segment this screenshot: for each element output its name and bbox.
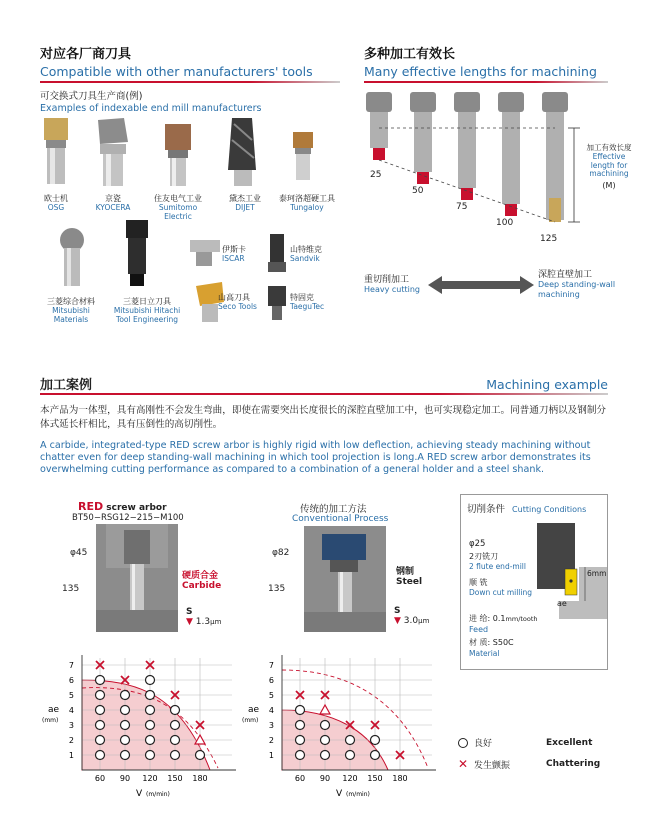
dijet-en: DIJET bbox=[235, 203, 255, 212]
sumitomo-en: Sumitomo Electric bbox=[158, 203, 198, 221]
excellent-point bbox=[146, 751, 155, 760]
x-tick-label: 180 bbox=[192, 774, 208, 783]
x-axis-unit: (m/min) bbox=[146, 791, 170, 798]
cond-mill-cn: 顺 铣 bbox=[469, 578, 488, 587]
osg-caption bbox=[36, 193, 76, 213]
cond-dia: φ25 bbox=[469, 539, 486, 549]
cond-feed-en: Feed bbox=[469, 625, 489, 634]
red-arbor-model: BT50−RSG12−215−M100 bbox=[72, 513, 184, 523]
right-title-cn: 多种加工有效长 bbox=[364, 47, 456, 62]
cond-mat bbox=[469, 637, 514, 648]
conv-title-cn: 传统的加工方法 bbox=[300, 504, 367, 515]
excellent-point bbox=[371, 751, 380, 760]
excellent-point bbox=[196, 751, 205, 760]
excellent-point bbox=[296, 721, 305, 730]
y-tick-label: 2 bbox=[268, 736, 274, 745]
excellent-point bbox=[346, 751, 355, 760]
tungaloy-tool-image bbox=[293, 132, 313, 180]
y-tick-label: 7 bbox=[268, 661, 274, 670]
conv-material bbox=[396, 564, 422, 587]
conv-deflection bbox=[394, 606, 429, 626]
legend-excellent bbox=[458, 736, 600, 749]
red-s: S bbox=[186, 607, 193, 617]
effective-unit: (M) bbox=[602, 180, 616, 190]
kyocera-cn: 京瓷 bbox=[105, 194, 121, 203]
excellent-point bbox=[96, 676, 105, 685]
mitsubishi-hitachi-cn: 三菱日立刀具 bbox=[123, 297, 171, 306]
red-arbor-title bbox=[78, 500, 167, 513]
x-axis-label: V bbox=[136, 789, 143, 799]
excellent-point bbox=[121, 736, 130, 745]
arbor-25 bbox=[366, 92, 392, 160]
cond-mat-val: S50C bbox=[492, 638, 514, 647]
red-deflection bbox=[186, 607, 221, 627]
x-tick-label: 120 bbox=[142, 774, 158, 783]
effective-en: Effective length for machining bbox=[589, 152, 629, 178]
left-title-rule bbox=[40, 81, 340, 83]
x-axis-unit: (m/min) bbox=[346, 791, 370, 798]
iscar-tool-image bbox=[190, 240, 220, 266]
excellent-point bbox=[171, 736, 180, 745]
cond-title-en: Cutting Conditions bbox=[512, 505, 587, 514]
deep-en: Deep standing-wall machining bbox=[538, 280, 616, 299]
y-tick-label: 6 bbox=[68, 676, 74, 685]
excellent-point bbox=[146, 676, 155, 685]
iscar-caption bbox=[222, 244, 262, 264]
excellent-point bbox=[146, 736, 155, 745]
cond-tool-en: 2 flute end-mill bbox=[469, 562, 526, 571]
y-tick-label: 6 bbox=[268, 676, 274, 685]
heavy-en: Heavy cutting bbox=[364, 285, 420, 294]
taegutec-en: TaeguTec bbox=[290, 302, 325, 311]
effective-length-label bbox=[580, 142, 638, 190]
length-50: 50 bbox=[412, 186, 424, 196]
legend-chatter bbox=[458, 757, 600, 771]
red-defl: 1.3 bbox=[195, 617, 211, 627]
x-tick-label: 90 bbox=[319, 774, 331, 783]
mitsubishi-materials-en: Mitsubishi Materials bbox=[52, 306, 90, 324]
iscar-en: ISCAR bbox=[222, 254, 245, 263]
red-label: RED bbox=[78, 500, 104, 513]
conventional-chart bbox=[240, 640, 440, 800]
tungaloy-en: Tungaloy bbox=[290, 203, 324, 212]
cond-tool-cn: 2刃铣刀 bbox=[469, 552, 499, 561]
heavy-cn: 重切削加工 bbox=[364, 275, 410, 285]
cond-title bbox=[467, 501, 586, 515]
deep-cn: 深腔直壁加工 bbox=[538, 270, 593, 280]
excellent-point bbox=[146, 721, 155, 730]
deep-wall-label bbox=[538, 267, 616, 299]
y-tick-label: 5 bbox=[268, 691, 274, 700]
effective-cn: 加工有效长度 bbox=[586, 143, 632, 152]
seco-cn: 山高刀具 bbox=[218, 293, 250, 302]
cond-feed-val: 0.1 bbox=[492, 614, 506, 623]
cross-icon: ✕ bbox=[458, 757, 469, 771]
kyocera-en: KYOCERA bbox=[95, 203, 131, 212]
excellent-point bbox=[296, 736, 305, 745]
excellent-point bbox=[96, 721, 105, 730]
red-arbor-label: screw arbor bbox=[106, 503, 167, 513]
left-title-en: Compatible with other manufacturers' tools bbox=[40, 64, 313, 79]
cond-feed bbox=[469, 613, 538, 624]
y-tick-label: 3 bbox=[68, 721, 74, 730]
x-tick-label: 90 bbox=[119, 774, 131, 783]
example-title-cn: 加工案例 bbox=[40, 378, 93, 393]
length-75: 75 bbox=[456, 202, 468, 212]
excellent-point bbox=[171, 706, 180, 715]
excellent-point bbox=[121, 706, 130, 715]
y-tick-label: 4 bbox=[68, 706, 74, 715]
excellent-point bbox=[171, 751, 180, 760]
down-arrow-icon: ▼ bbox=[394, 616, 401, 626]
example-title-en: Machining example bbox=[486, 377, 608, 392]
y-axis-unit: (mm) bbox=[42, 717, 59, 724]
red-arbor-chart bbox=[40, 640, 240, 800]
red-mat-en: Carbide bbox=[182, 581, 222, 591]
y-tick-label: 1 bbox=[268, 751, 274, 760]
x-tick-label: 150 bbox=[367, 774, 383, 783]
excellent-point bbox=[321, 751, 330, 760]
right-title-en: Many effective lengths for machining bbox=[364, 64, 597, 79]
sandvik-tool-image bbox=[268, 234, 286, 272]
legend-excellent-cn: 良好 bbox=[474, 739, 493, 749]
x-tick-label: 60 bbox=[294, 774, 306, 783]
excellent-point bbox=[121, 721, 130, 730]
sumitomo-tool-image bbox=[165, 124, 191, 186]
excellent-point bbox=[96, 751, 105, 760]
x-tick-label: 180 bbox=[392, 774, 408, 783]
legend bbox=[458, 736, 600, 771]
excellent-point bbox=[121, 691, 130, 700]
left-sub-cn: 可交换式刀具生产商(例) bbox=[40, 91, 143, 102]
taegutec-caption bbox=[290, 292, 340, 312]
red-arbor-photo bbox=[96, 524, 178, 632]
tungaloy-cn: 泰珂洛超硬工具 bbox=[279, 194, 335, 203]
excellent-point bbox=[96, 691, 105, 700]
red-length: 135 bbox=[62, 584, 80, 594]
mitsubishi-materials-caption bbox=[38, 296, 104, 324]
y-tick-label: 7 bbox=[68, 661, 74, 670]
marginal-point bbox=[195, 735, 205, 744]
right-title-rule bbox=[364, 81, 608, 83]
conv-mat-en: Steel bbox=[396, 577, 423, 587]
seco-en: Seco Tools bbox=[218, 302, 257, 311]
mitsubishi-hitachi-caption bbox=[106, 296, 188, 324]
excellent-point bbox=[296, 706, 305, 715]
legend-chatter-cn: 发生颤振 bbox=[474, 760, 511, 771]
excellent-point bbox=[171, 721, 180, 730]
y-tick-label: 1 bbox=[68, 751, 74, 760]
left-section bbox=[40, 43, 340, 114]
y-tick-label: 2 bbox=[68, 736, 74, 745]
iscar-cn: 伊斯卡 bbox=[222, 245, 246, 254]
cond-depth: 6mm bbox=[587, 569, 607, 578]
red-mat-cn: 硬质合金 bbox=[182, 571, 219, 581]
sandvik-cn: 山特维克 bbox=[290, 245, 322, 254]
x-tick-label: 120 bbox=[342, 774, 358, 783]
length-25: 25 bbox=[370, 170, 382, 180]
conventional-photo bbox=[304, 526, 386, 632]
dijet-tool-image bbox=[228, 118, 256, 186]
circle-icon bbox=[458, 738, 468, 748]
conv-dia: φ82 bbox=[272, 548, 290, 558]
excellent-point bbox=[321, 736, 330, 745]
y-axis-label: ae bbox=[48, 705, 60, 715]
red-unit: μm bbox=[210, 618, 222, 626]
left-sub-en: Examples of indexable end mill manufacturers bbox=[40, 103, 262, 114]
conv-s: S bbox=[394, 606, 401, 616]
taegutec-cn: 特固克 bbox=[290, 293, 314, 302]
conv-length: 135 bbox=[268, 584, 286, 594]
cond-title-cn: 切削条件 bbox=[467, 504, 506, 515]
taegutec-tool-image bbox=[268, 286, 286, 320]
arbor-50 bbox=[410, 92, 436, 184]
arbor-75 bbox=[454, 92, 480, 200]
excellent-point bbox=[96, 706, 105, 715]
excellent-point bbox=[346, 736, 355, 745]
conv-unit: μm bbox=[418, 617, 430, 625]
length-125: 125 bbox=[540, 234, 558, 244]
left-title-cn: 对应各厂商刀具 bbox=[40, 47, 132, 62]
x-tick-label: 150 bbox=[167, 774, 183, 783]
x-axis-label: V bbox=[336, 789, 343, 799]
double-arrow-icon bbox=[428, 275, 534, 295]
mitsubishi-materials-tool-image bbox=[60, 228, 84, 286]
right-section bbox=[364, 43, 612, 83]
example-title-rule bbox=[40, 393, 608, 395]
kyocera-tool-image bbox=[98, 118, 128, 186]
osg-tool-image bbox=[44, 118, 68, 184]
length-100: 100 bbox=[496, 218, 514, 228]
cond-feed-label: 进 给: bbox=[469, 614, 491, 623]
mitsubishi-materials-cn: 三菱综合材料 bbox=[47, 297, 95, 306]
cond-feed-unit: mm/tooth bbox=[505, 615, 538, 623]
excellent-point bbox=[371, 736, 380, 745]
heavy-cutting-label bbox=[364, 272, 420, 294]
mitsubishi-hitachi-tool-image bbox=[126, 220, 148, 286]
dijet-caption bbox=[220, 193, 270, 213]
example-para-cn: 本产品为一体型，具有高刚性不会发生弯曲，即使在需要突出长度很长的深腔直壁加工中，也可实现稳定加工。同普通刀柄以及钢制分体式延长杆相比，具有压倒性的高切削性。 bbox=[40, 405, 607, 430]
sumitomo-cn: 住友电气工业 bbox=[154, 194, 202, 203]
tungaloy-caption bbox=[275, 193, 339, 213]
legend-excellent-en: Excellent bbox=[546, 737, 593, 748]
conv-title-en: Conventional Process bbox=[292, 514, 389, 524]
arbor-125 bbox=[542, 92, 568, 222]
example-para-en: A carbide, integrated-type RED screw arbor is highly rigid with low deflection, achieving steady machining without chatter even for deep standing-wall machining in which tool projection is long.A RED screw arbor demonstrates its overwhelming cutting performance as compared to a combination of a general holder and a steel shank. bbox=[40, 440, 591, 475]
x-tick-label: 60 bbox=[94, 774, 106, 783]
cond-mill-en: Down cut milling bbox=[469, 588, 532, 597]
cutting-conditions-box bbox=[460, 494, 608, 670]
cond-mat-en: Material bbox=[469, 649, 500, 658]
y-tick-label: 3 bbox=[268, 721, 274, 730]
down-arrow-icon: ▼ bbox=[186, 617, 193, 627]
red-material bbox=[182, 568, 221, 591]
kyocera-caption bbox=[88, 193, 138, 213]
conv-defl: 3.0 bbox=[403, 616, 419, 626]
conv-mat-cn: 钢制 bbox=[396, 567, 415, 577]
excellent-point bbox=[296, 751, 305, 760]
y-axis-unit: (mm) bbox=[242, 717, 259, 724]
excellent-point bbox=[121, 751, 130, 760]
osg-en: OSG bbox=[47, 203, 65, 212]
osg-cn: 欧士机 bbox=[44, 194, 68, 203]
sumitomo-caption bbox=[147, 193, 209, 221]
y-tick-label: 4 bbox=[268, 706, 274, 715]
excellent-point bbox=[321, 721, 330, 730]
red-dia: φ45 bbox=[70, 548, 88, 558]
cond-mat-label: 材 质: bbox=[469, 638, 491, 647]
cond-ae: ae bbox=[557, 599, 567, 608]
seco-caption bbox=[218, 292, 268, 312]
excellent-point bbox=[96, 736, 105, 745]
dijet-cn: 黛杰工业 bbox=[229, 194, 261, 203]
arbor-100 bbox=[498, 92, 524, 216]
excellent-point bbox=[146, 706, 155, 715]
excellent-point bbox=[146, 691, 155, 700]
y-axis-label: ae bbox=[248, 705, 260, 715]
sandvik-en: Sandvik bbox=[290, 254, 320, 263]
sandvik-caption bbox=[290, 244, 340, 264]
mitsubishi-hitachi-en: Mitsubishi Hitachi Tool Engineering bbox=[113, 306, 181, 324]
y-tick-label: 5 bbox=[68, 691, 74, 700]
legend-chatter-en: Chattering bbox=[546, 759, 601, 769]
marginal-point bbox=[320, 705, 330, 714]
